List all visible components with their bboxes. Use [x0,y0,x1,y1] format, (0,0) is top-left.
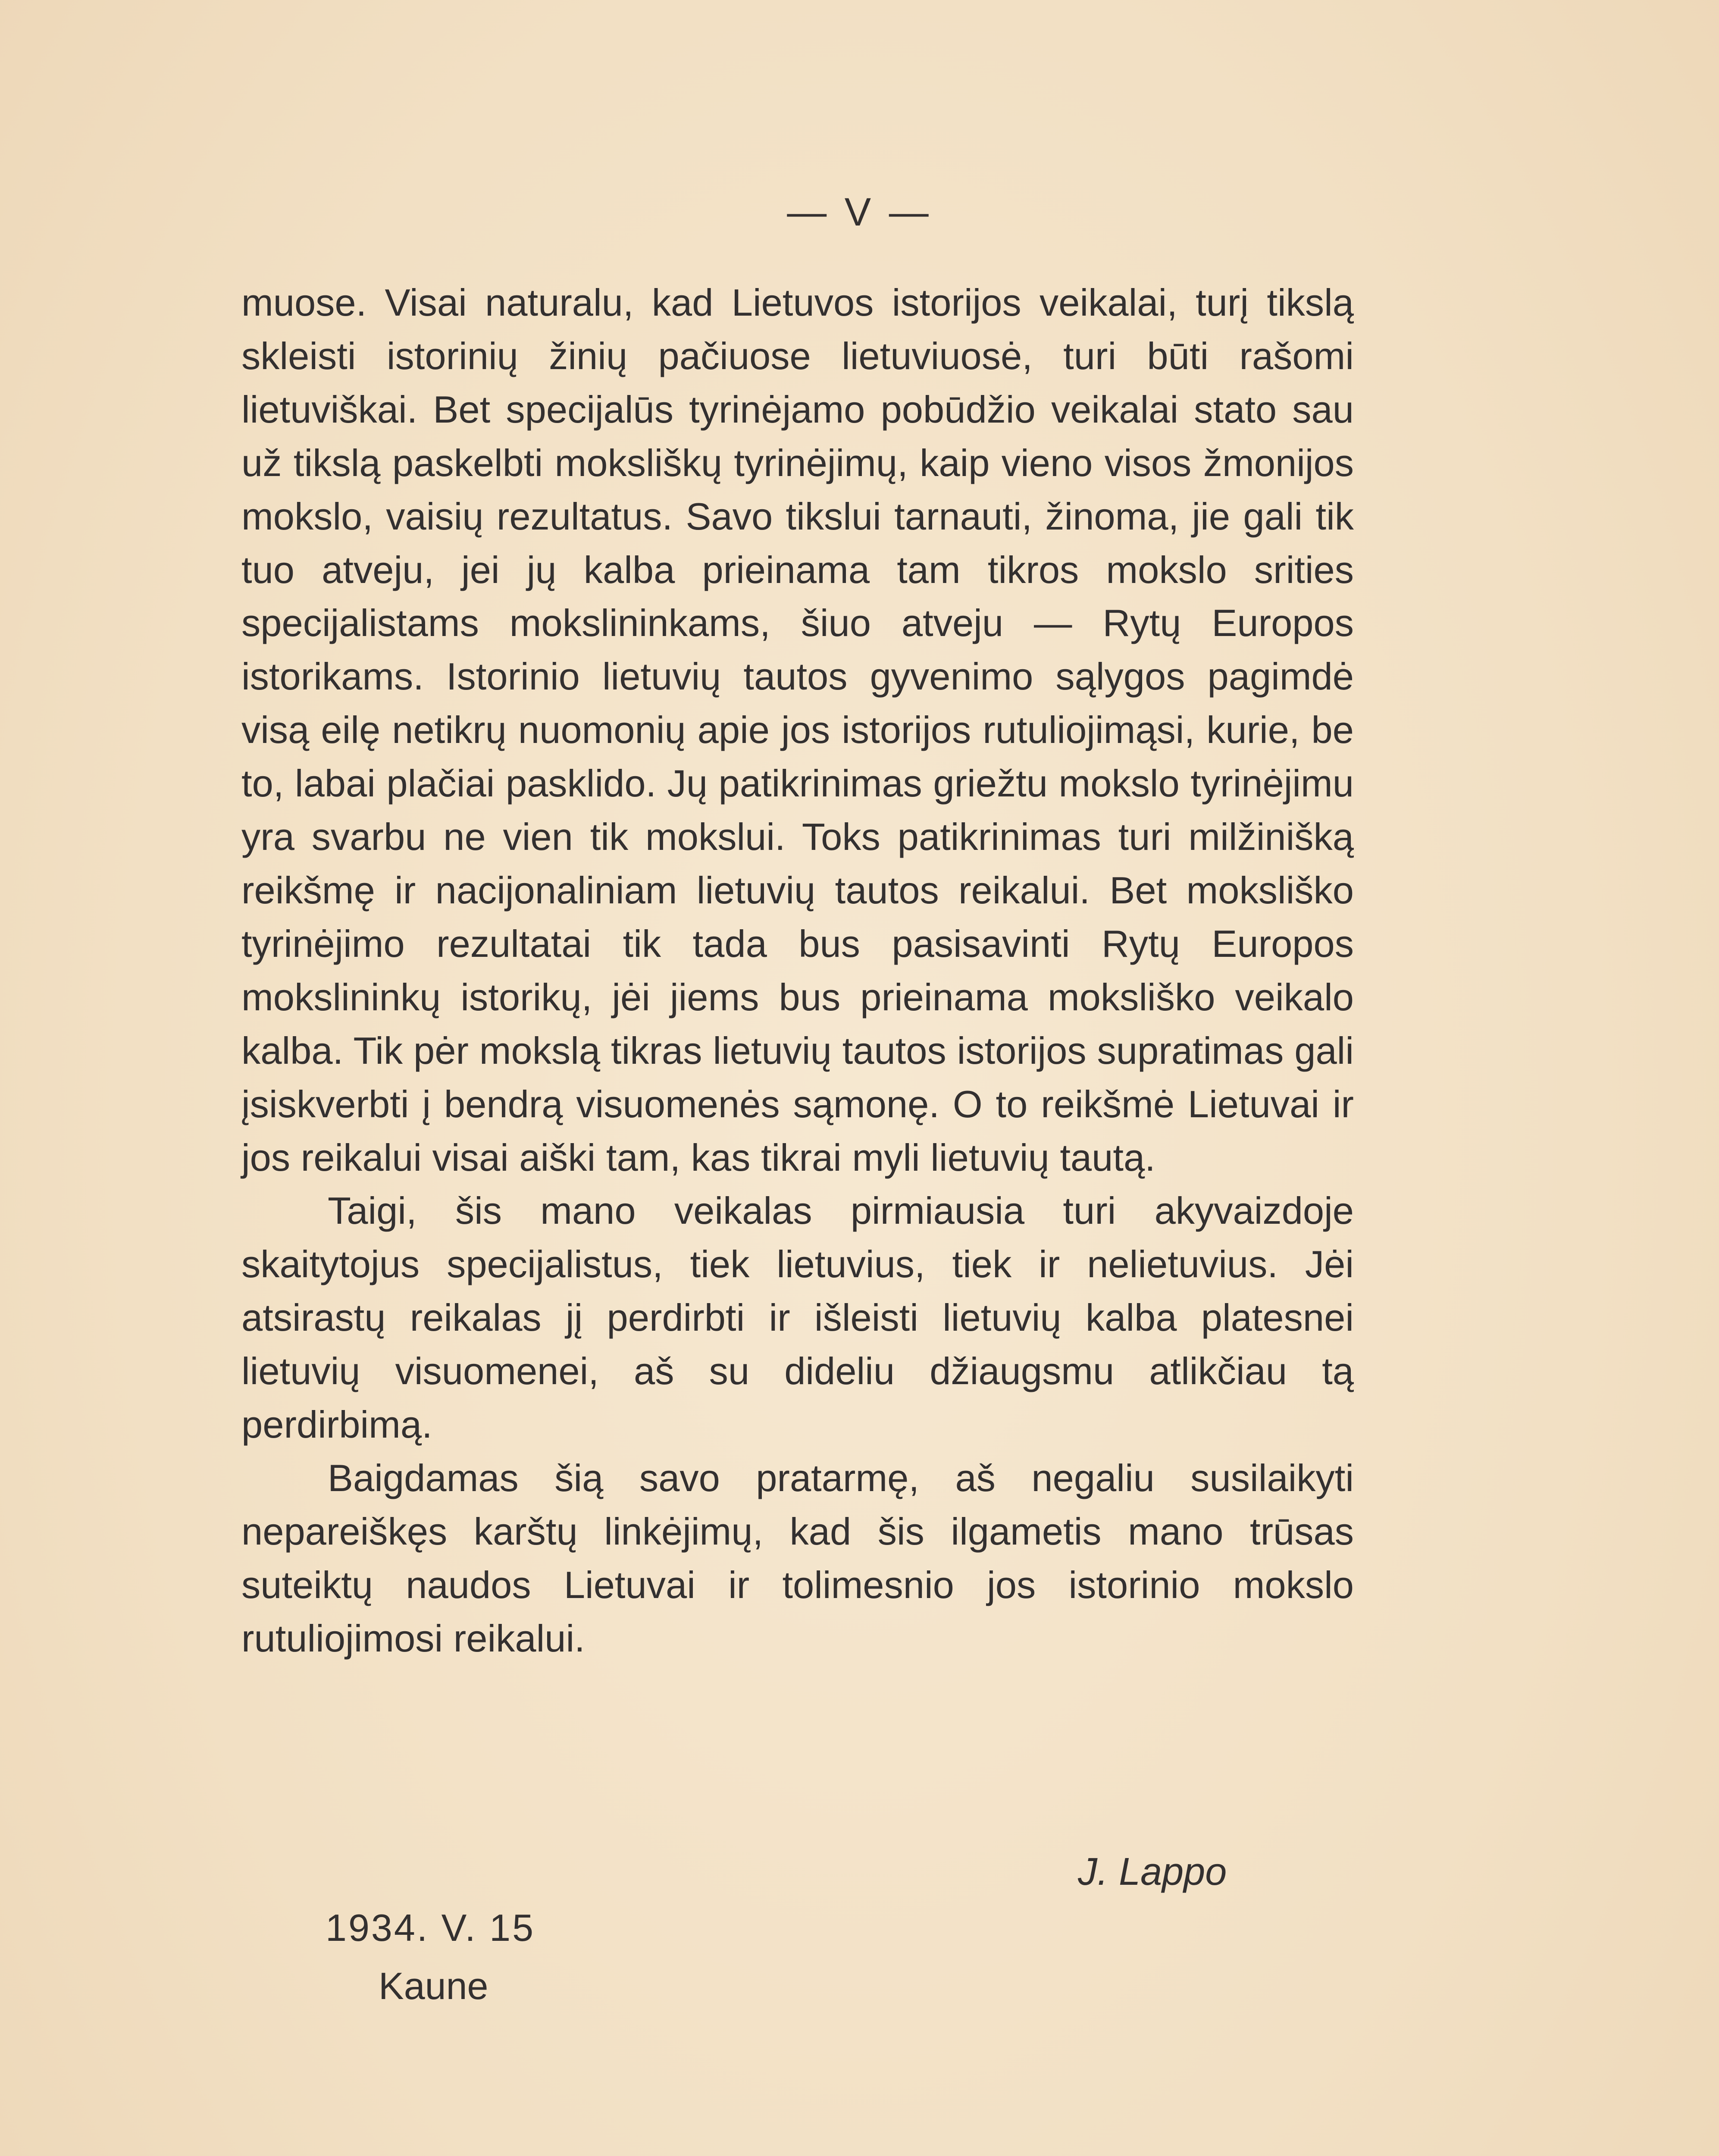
author-signature: J. Lappo [1078,1850,1227,1893]
paragraph-continuation: muose. Visai naturalu, kad Lietuvos istorijos veikalai, turį tikslą skleisti istorinių žinių pačiuose lietuviuosė, turi būti rašomi lietuviškai. Bet specijalūs tyrinėjamo pobūdžio veikalai stato sau už tikslą paskelbti moksliškų tyrinėjimų, kaip vieno visos žmonijos mokslo, vaisių rezultatus. Savo tikslui tarnauti, žinoma, jie gali tik tuo atveju, jei jų kalba prieinama tam tikros mokslo srities specijalistams mokslininkams, šiuo atveju — Rytų Europos istorikams. Istorinio lietuvių tautos gyvenimo sąlygos pagimdė visą eilę netikrų nuomonių apie jos istorijos rutuliojimąsi, kurie, be to, labai plačiai pasklido. Jų patikrinimas griežtu mokslo tyrinėjimu yra svarbu ne vien tik mokslui. Toks patikrinimas turi milžinišką reikšmę ir nacijonaliniam lietuvių tautos reikalui. Bet moksliško tyrinėjimo rezultatai tik tada bus pasisavinti Rytų Europos mokslininkų istorikų, jėi jiems bus prieinama moksliško veikalo kalba. Tik pėr mokslą tikras lietuvių tautos istorijos supratimas gali įsiskverbti į bendrą visuomenės sąmonę. O to reikšmė Lietuvai ir jos reikalui visai aiški tam, kas tikrai myli lietuvių tautą. [241,281,1354,1179]
place-line: Kaune [379,1965,488,2007]
page-number: — V — [787,190,932,234]
date-line: 1934. V. 15 [326,1906,535,1949]
paragraph-closing: Baigdamas šią savo pratarmę, aš negaliu susilaikyti nepareiškęs karštų linkėjimų, kad šis ilgametis mano trūsas suteiktų naudos Lietuvai ir tolimesnio jos istorinio mokslo rutuliojimosi reikalui. [241,1456,1354,1660]
paragraph-audience: Taigi, šis mano veikalas pirmiausia turi akyvaizdoje skaitytojus specijalistus, tiek lietuvius, tiek ir nelietuvius. Jėi atsirastų reikalas jį perdirbti ir išleisti lietuvių kalba platesnei lietuvių visuomenei, aš su dideliu džiaugsmu atlikčiau tą perdirbimą. [241,1189,1354,1446]
body-text [241,276,1354,1665]
